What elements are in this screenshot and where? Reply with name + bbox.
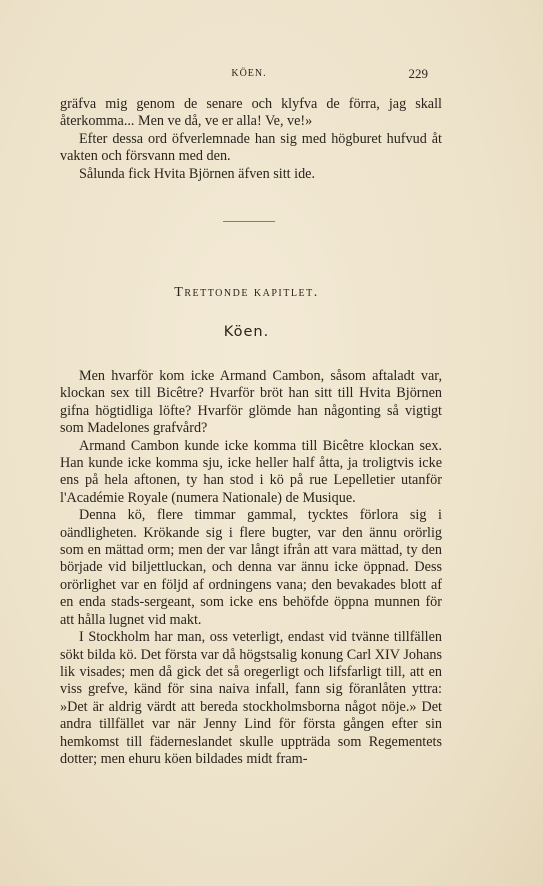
- paragraph: Sålunda fick Hvita Björnen äfven sitt ide.: [79, 165, 316, 182]
- paragraph: Efter dessa ord öfverlemnade han sig med högburet hufvud åt vakten och försvann med den.: [60, 130, 442, 165]
- paragraph: Armand Cambon kunde icke komma till Bicêtre klockan sex. Han kunde icke komma sju, icke heller half åtta, ja troligtvis icke ens på hela aftonen, ty han stod i kö på rue Lepelletier utanför l'Académie Royale (numera Nationale) de Musique.: [60, 437, 442, 506]
- chapter-body: [60, 368, 442, 768]
- running-title: KÖEN.: [231, 68, 267, 79]
- chapter-subtitle: Köen.: [223, 324, 270, 340]
- section-divider: [223, 221, 275, 222]
- page-header: [60, 66, 438, 82]
- chapter-title: Trettonde kapitlet.: [174, 285, 319, 300]
- paragraph: I Stockholm har man, oss veterligt, endast vid tvänne tillfällen sökt bilda kö. Det första var då högstsalig konung Carl XIV Johans lik visades; men då gick det så oregerligt och lifsfarligt till, att en viss grefve, känd för sina naiva infall, fann sig föranlåten yttra: »Det är aldrig värdt att bereda stockholmsborna något nöje.» Det andra tillfället var när Jenny Lind för första gången efter sin hemkomst till fäderneslandet skulle uppträda som Regementets dotter; men ehuru köen bildades midt fram-: [60, 629, 442, 767]
- paragraph: Men hvarför kom icke Armand Cambon, såsom aftaladt var, klockan sex till Bicêtre? Hvarför bröt han sitt till Hvita Björnen gifna högtidliga löfte? Hvarför glömde han någonting så vigtigt som Madelones grafvård?: [60, 368, 442, 437]
- continued-text: [60, 96, 442, 183]
- paragraph: gräfva mig genom de senare och klyfva de förra, jag skall återkomma... Men ve då, ve er alla! Ve, ve!»: [60, 96, 442, 130]
- page-number: 229: [408, 66, 428, 81]
- paragraph: Denna kö, flere timmar gammal, tycktes förlora sig i oändligheten. Krökande sig i flere bugter, var den ännu orörlig som en mättad orm; men der var långt ifrån att vara mättad, ty den började vid biljettluckan, och denna var ännu icke öppnad. Dess orörlighet var en följd af ordningens vana; den bevakades blott af en enda stads-sergeant, som icke ens behöfde öppna munnen för att hålla lugnet vid makt.: [60, 507, 442, 628]
